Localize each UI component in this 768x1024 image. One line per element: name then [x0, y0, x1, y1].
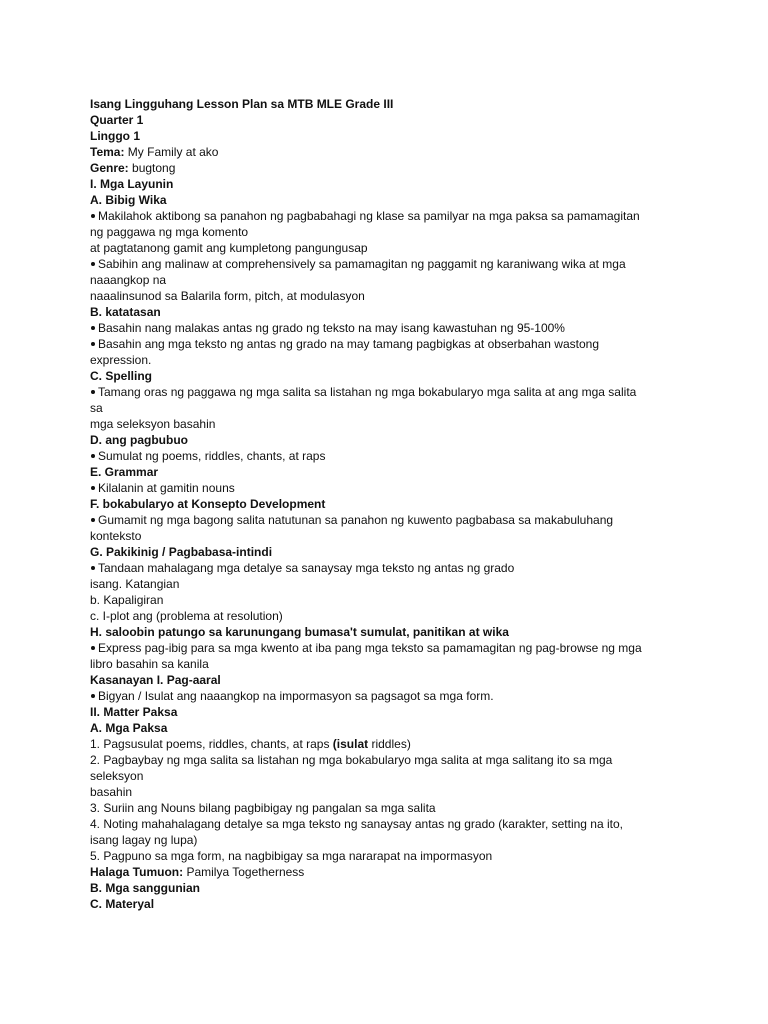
bullet-icon [91, 694, 95, 698]
quarter-label: Quarter 1 [90, 113, 144, 127]
bullet-text: Sabihin ang malinaw at comprehensively sa pamamagitan ng paggamit ng karaniwang wika at mga [98, 257, 626, 271]
bullet-text: Basahin nang malakas antas ng grado ng teksto na may isang kawastuhan ng 95-100% [98, 321, 565, 335]
bullet-item [90, 320, 690, 336]
bullet-icon [91, 486, 95, 490]
bullet-item [90, 640, 690, 656]
bullet-icon [91, 518, 95, 522]
bullet-text: Sumulat ng poems, riddles, chants, at raps [98, 449, 326, 463]
numbered-item: 5. Pagpuno sa mga form, na nagbibigay sa mga nararapat na impormasyon [90, 849, 493, 863]
bullet-icon [91, 454, 95, 458]
bullet-text: Basahin ang mga teksto ng antas ng grado na may tamang pagbigkas at obserbahan wastong [98, 337, 600, 351]
bullet-icon [91, 214, 95, 218]
bullet-item [90, 480, 690, 496]
genre-value: bugtong [128, 161, 176, 175]
halaga-value: Pamilya Togetherness [183, 865, 305, 879]
text-line: mga seleksyon basahin [90, 417, 216, 431]
subsection-heading: E. Grammar [90, 465, 159, 479]
tema-value: My Family at ako [124, 145, 219, 159]
numbered-item: 4. Noting mahahalagang detalye sa mga teksto ng sanaysay antas ng grado (karakter, setting na ito, [90, 817, 623, 831]
numbered-item: 3. Suriin ang Nouns bilang pagbibigay ng pangalan sa mga salita [90, 801, 436, 815]
subsection-heading: A. Bibig Wika [90, 193, 167, 207]
subsection-heading: Kasanayan I. Pag-aaral [90, 673, 221, 687]
genre-line [90, 160, 690, 176]
bullet-item [90, 512, 690, 528]
text-line: c. I-plot ang (problema at resolution) [90, 609, 283, 623]
bullet-text: Gumamit ng mga bagong salita natutunan sa panahon ng kuwento pagbabasa sa makabuluhang [98, 513, 614, 527]
text-line: seleksyon [90, 769, 144, 783]
item-text: riddles) [368, 737, 411, 751]
bullet-icon [91, 566, 95, 570]
bullet-text: Kilalanin at gamitin nouns [98, 481, 235, 495]
bullet-icon [91, 342, 95, 346]
bullet-icon [91, 262, 95, 266]
subsection-heading: C. Materyal [90, 897, 155, 911]
bullet-item [90, 336, 690, 352]
item-text: 1. Pagsusulat poems, riddles, chants, at raps [90, 737, 333, 751]
text-line: isang lagay ng lupa) [90, 833, 198, 847]
text-line: isang. Katangian [90, 577, 180, 591]
bullet-text: Makilahok aktibong sa panahon ng pagbabahagi ng klase sa pamilyar na mga paksa sa pamamagitan [98, 209, 640, 223]
bullet-item [90, 208, 690, 224]
subsection-heading: B. Mga sanggunian [90, 881, 201, 895]
lesson-plan-document [90, 96, 690, 912]
text-line: at pagtatanong gamit ang kumpletong pangungusap [90, 241, 368, 255]
halaga-key: Halaga Tumuon: [90, 865, 184, 879]
text-line: naaangkop na [90, 273, 167, 287]
document-title: Isang Lingguhang Lesson Plan sa MTB MLE Grade III [90, 97, 394, 111]
item-bold-text: (isulat [332, 737, 369, 751]
subsection-heading: B. katatasan [90, 305, 161, 319]
numbered-item: 2. Pagbaybay ng mga salita sa listahan ng mga bokabularyo mga salita at mga salitang ito sa mga [90, 753, 613, 767]
halaga-line [90, 864, 690, 880]
text-line: expression. [90, 353, 152, 367]
bullet-item [90, 384, 690, 400]
bullet-icon [91, 646, 95, 650]
bullet-item [90, 256, 690, 272]
bullet-icon [91, 390, 95, 394]
bullet-item [90, 688, 690, 704]
text-line: ng paggawa ng mga komento [90, 225, 249, 239]
text-line: b. Kapaligiran [90, 593, 164, 607]
bullet-text: Tamang oras ng paggawa ng mga salita sa listahan ng mga bokabularyo mga salita at ang mga salita [98, 385, 637, 399]
bullet-item [90, 448, 690, 464]
tema-line [90, 144, 690, 160]
bullet-text: Bigyan / Isulat ang naaangkop na impormasyon sa pagsagot sa mga form. [98, 689, 494, 703]
text-line: sa [90, 401, 103, 415]
section-heading: I. Mga Layunin [90, 177, 174, 191]
text-line: basahin [90, 785, 133, 799]
bullet-text: Express pag-ibig para sa mga kwento at iba pang mga teksto sa pamamagitan ng pag-browse ng mga [98, 641, 642, 655]
subsection-heading: G. Pakikinig / Pagbabasa-intindi [90, 545, 273, 559]
subsection-heading: F. bokabularyo at Konsepto Development [90, 497, 326, 511]
genre-key: Genre: [90, 161, 129, 175]
tema-key: Tema: [90, 145, 125, 159]
bullet-item [90, 560, 690, 576]
subsection-heading: D. ang pagbubuo [90, 433, 188, 447]
text-line: naaalinsunod sa Balarila form, pitch, at modulasyon [90, 289, 365, 303]
bullet-icon [91, 326, 95, 330]
subsection-heading: A. Mga Paksa [90, 721, 168, 735]
week-label: Linggo 1 [90, 129, 140, 143]
bullet-text: Tandaan mahalagang mga detalye sa sanaysay mga teksto ng antas ng grado [98, 561, 515, 575]
section-heading: II. Matter Paksa [90, 705, 178, 719]
text-line: libro basahin sa kanila [90, 657, 209, 671]
numbered-item [90, 736, 690, 752]
subsection-heading: C. Spelling [90, 369, 153, 383]
text-line: konteksto [90, 529, 142, 543]
subsection-heading: H. saloobin patungo sa karunungang bumasa't sumulat, panitikan at wika [90, 625, 509, 639]
